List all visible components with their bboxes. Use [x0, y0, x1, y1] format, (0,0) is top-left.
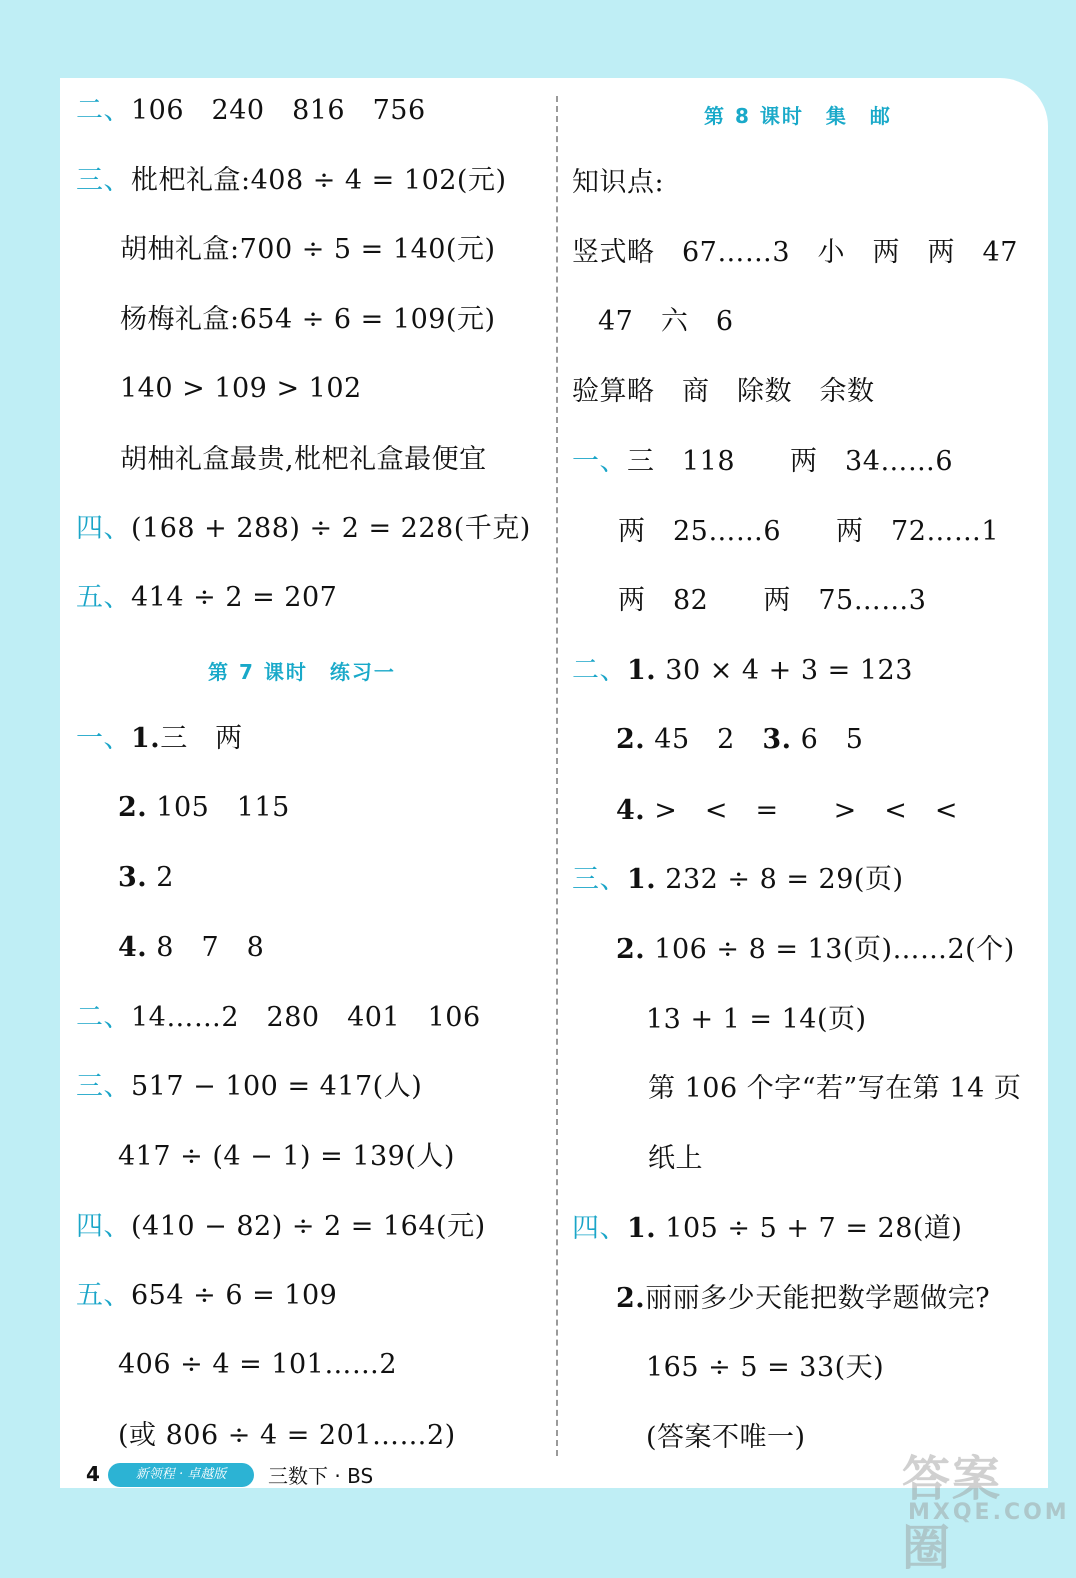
left-line-11: [118, 860, 174, 896]
left-line-8: [76, 580, 337, 616]
left-line-9: [76, 721, 243, 757]
right-line-14: [648, 1071, 1021, 1107]
item-number: 2.: [118, 792, 148, 823]
right-line-10: [616, 793, 958, 829]
right-line-16: [572, 1211, 962, 1247]
answer-text: 45 2: [645, 724, 763, 755]
lesson-topic: 练习一: [329, 660, 396, 684]
answer-text: 胡柚礼盒:700 ÷ 5 = 140(元): [120, 234, 496, 265]
left-line-5: [120, 371, 362, 407]
watermark: [880, 1440, 1070, 1576]
section-number: 五、: [76, 582, 131, 613]
answer-text: 106 ÷ 8 = 13(页)……2(个): [645, 934, 1015, 965]
right-line-3: [598, 304, 734, 340]
answer-text: (410 − 82) ÷ 2 = 164(元): [131, 1211, 486, 1242]
grade-label: 三数下 · BS: [268, 1464, 374, 1488]
answer-text: (168 + 288) ÷ 2 = 228(千克): [131, 513, 531, 544]
right-line-17: [616, 1281, 990, 1317]
column-divider: [556, 96, 558, 1456]
section-number: 四、: [572, 1213, 627, 1244]
right-line-7: [618, 583, 926, 619]
answer-text: (或 806 ÷ 4 = 201……2): [118, 1420, 456, 1451]
section-number: 三、: [572, 864, 627, 895]
watermark-logo: 答案圈: [902, 1451, 1003, 1576]
right-line-18: [646, 1350, 884, 1386]
answer-text: 417 ÷ (4 − 1) = 139(人): [118, 1141, 455, 1172]
answer-text: 165 ÷ 5 = 33(天): [646, 1352, 885, 1383]
answer-text: 232 ÷ 8 = 29(页): [656, 864, 904, 895]
answer-text: 14……2 280 401 106: [131, 1002, 481, 1033]
answer-text: 106 240 816 756: [131, 95, 426, 126]
answer-text: 47 六 6: [598, 306, 734, 337]
left-line-14: [76, 1069, 422, 1105]
lesson-8-title: [704, 102, 892, 130]
answer-text: 杨梅礼盒:654 ÷ 6 = 109(元): [120, 304, 496, 335]
answer-text: 140 > 109 > 102: [120, 373, 362, 404]
left-line-10: [118, 790, 290, 826]
item-number: 2.: [616, 934, 646, 965]
answer-text: 竖式略 67……3 小 两 两 47: [572, 237, 1018, 268]
answer-text: 13 + 1 = 14(页): [646, 1004, 867, 1035]
answer-text: 知识点:: [572, 167, 665, 198]
lesson-7-title: [208, 658, 396, 686]
answer-text: 枇杷礼盒:408 ÷ 4 = 102(元): [131, 165, 507, 196]
answer-text: 105 ÷ 5 + 7 = 28(道): [656, 1213, 963, 1244]
left-line-1: [76, 93, 426, 129]
left-line-4: [120, 302, 496, 338]
left-line-6: [120, 442, 487, 478]
answer-text: 654 ÷ 6 = 109: [131, 1280, 338, 1311]
section-number: 二、: [76, 1002, 131, 1033]
section-number: 二、: [76, 95, 131, 126]
answer-text: 30 × 4 + 3 = 123: [656, 655, 913, 686]
right-line-8: [572, 653, 913, 689]
item-number: 2.: [616, 724, 646, 755]
answer-text: 胡柚礼盒最贵,枇杷礼盒最便宜: [120, 444, 487, 475]
answer-text: 8 7 8: [147, 932, 265, 963]
left-line-19: [118, 1418, 456, 1454]
answer-page: [60, 78, 1048, 1488]
answer-text: 验算略 商 除数 余数: [572, 376, 875, 407]
left-line-17: [76, 1278, 337, 1314]
right-line-15: [648, 1141, 703, 1177]
right-line-9: [616, 722, 863, 758]
right-line-19: [646, 1420, 806, 1456]
watermark-url: MXQE.COM: [908, 1500, 1070, 1525]
item-number: 3.: [118, 862, 148, 893]
left-line-15: [118, 1139, 455, 1175]
item-number: 1.: [627, 864, 657, 895]
right-line-1: [572, 165, 664, 201]
right-line-12: [616, 932, 1015, 968]
section-number: 一、: [76, 723, 131, 754]
answer-text: 517 − 100 = 417(人): [131, 1071, 423, 1102]
item-number: 3.: [762, 724, 792, 755]
brand-badge: 新领程 · 卓越版: [108, 1463, 254, 1487]
item-number: 1.: [627, 655, 657, 686]
section-number: 二、: [572, 655, 627, 686]
answer-text: 两 25……6 两 72……1: [618, 516, 1000, 547]
answer-text: 2: [147, 862, 174, 893]
item-number: 4.: [616, 795, 646, 826]
answer-text: 414 ÷ 2 = 207: [131, 582, 338, 613]
answer-text: 纸上: [648, 1143, 703, 1174]
page-number: 4: [86, 1462, 100, 1486]
left-line-7: [76, 511, 531, 547]
answer-text: 406 ÷ 4 = 101……2: [118, 1349, 398, 1380]
left-line-13: [76, 1000, 481, 1036]
answer-text: 105 115: [147, 792, 290, 823]
answer-text: 三 两: [160, 723, 243, 754]
right-line-13: [646, 1002, 867, 1038]
right-line-11: [572, 862, 903, 898]
answer-text: 两 82 两 75……3: [618, 585, 927, 616]
answer-text: 丽丽多少天能把数学题做完?: [645, 1283, 991, 1314]
left-line-2: [76, 163, 507, 199]
lesson-name: 第 8 课时: [704, 104, 804, 128]
right-line-4: [572, 374, 875, 410]
answer-text: (答案不唯一): [646, 1422, 806, 1453]
section-number: 四、: [76, 1211, 131, 1242]
item-number: 2.: [616, 1283, 646, 1314]
item-number: 1.: [627, 1213, 657, 1244]
section-number: 三、: [76, 165, 131, 196]
item-number: 1.: [131, 723, 161, 754]
answer-text: > < = > < <: [645, 795, 959, 826]
lesson-topic: 集 邮: [825, 104, 892, 128]
answer-text: 三 118 两 34……6: [627, 446, 954, 477]
left-line-3: [120, 232, 496, 268]
left-line-16: [76, 1209, 486, 1245]
section-number: 一、: [572, 446, 627, 477]
left-line-12: [118, 930, 264, 966]
lesson-name: 第 7 课时: [208, 660, 308, 684]
section-number: 五、: [76, 1280, 131, 1311]
section-number: 三、: [76, 1071, 131, 1102]
right-line-6: [618, 514, 999, 550]
left-line-18: [118, 1347, 397, 1383]
right-line-5: [572, 444, 953, 480]
item-number: 4.: [118, 932, 148, 963]
section-number: 四、: [76, 513, 131, 544]
answer-text: 6 5: [791, 724, 864, 755]
answer-text: 第 106 个字“若”写在第 14 页: [648, 1073, 1022, 1104]
right-line-2: [572, 235, 1018, 271]
